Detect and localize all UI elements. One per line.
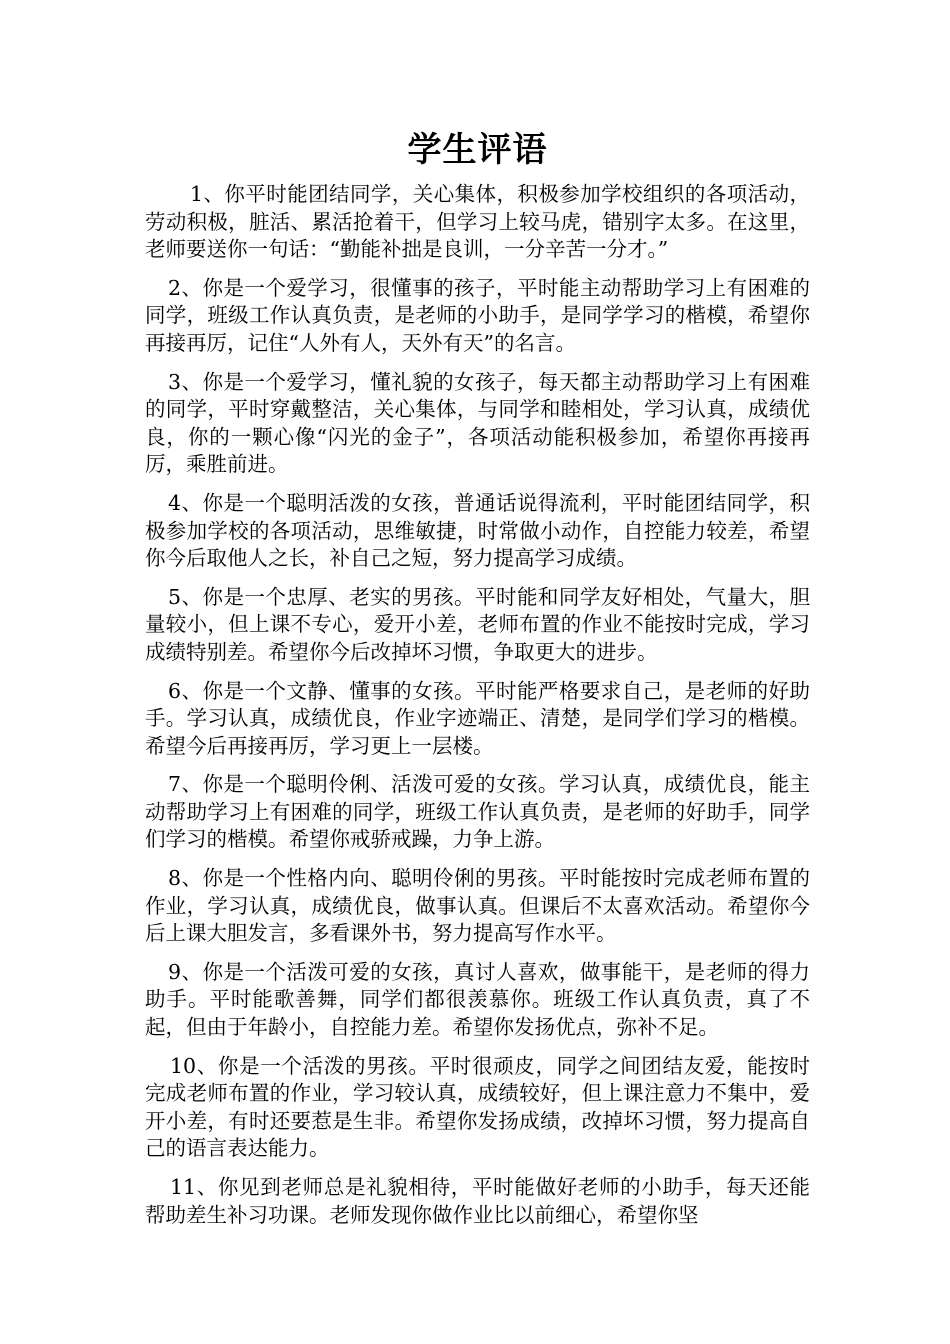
comment-paragraph-1: 1、你平时能团结同学，关心集体，积极参加学校组织的各项活动，劳动积极，脏活、累活抢着干，但学习上较马虎，错别字太多。在这里，老师要送你一句话：“勤能补拙是良训，一分辛苦一分才。” bbox=[145, 182, 810, 262]
page-title: 学生评语 bbox=[407, 130, 548, 170]
comment-paragraph-7: 7、你是一个聪明伶俐、活泼可爱的女孩。学习认真，成绩优良，能主动帮助学习上有困难的同学，班级工作认真负责，是老师的好助手，同学们学习的楷模。希望你戒骄戒躁，力争上游。 bbox=[145, 772, 810, 852]
comment-paragraph-9: 9、你是一个活泼可爱的女孩，真讨人喜欢，做事能干，是老师的得力助手。平时能歌善舞，同学们都很羡慕你。班级工作认真负责，真了不起，但由于年龄小，自控能力差。希望你发扬优点，弥补不足。 bbox=[145, 959, 810, 1040]
comment-paragraph-5: 5、你是一个忠厚、老实的男孩。平时能和同学友好相处，气量大，胆量较小，但上课不专心，爱开小差，老师布置的作业不能按时完成，学习成绩特别差。希望你今后改掉坏习惯，争取更大的进步。 bbox=[145, 584, 810, 664]
comment-paragraph-10: 10、你是一个活泼的男孩。平时很顽皮，同学之间团结友爱，能按时完成老师布置的作业，学习较认真，成绩较好，但上课注意力不集中，爱开小差，有时还要惹是生非。希望你发扬成绩，改掉坏习惯，努力提高自己的语言表达能力。 bbox=[145, 1053, 810, 1161]
comment-paragraph-2: 2、你是一个爱学习，很懂事的孩子，平时能主动帮助学习上有困难的同学，班级工作认真负责，是老师的小助手，是同学学习的楷模，希望你再接再厉，记住“人外有人，天外有天”的名言。 bbox=[145, 275, 810, 355]
comment-paragraph-11: 11、你见到老师总是礼貌相待，平时能做好老师的小助手，每天还能帮助差生补习功课。老师发现你做作业比以前细心，希望你坚 bbox=[145, 1175, 810, 1227]
comment-paragraph-3: 3、你是一个爱学习，懂礼貌的女孩子，每天都主动帮助学习上有困难的同学，平时穿戴整洁，关心集体，与同学和睦相处，学习认真，成绩优良，你的一颗心像“闪光的金子”，各项活动能积极参加，希望你再接再厉，乘胜前进。 bbox=[145, 369, 810, 477]
comment-paragraph-6: 6、你是一个文静、懂事的女孩。平时能严格要求自己，是老师的好助手。学习认真，成绩优良，作业字迹端正、清楚，是同学们学习的楷模。希望今后再接再厉，学习更上一层楼。 bbox=[145, 678, 810, 758]
comment-paragraph-4: 4、你是一个聪明活泼的女孩，普通话说得流利，平时能团结同学，积极参加学校的各项活动，思维敏捷，时常做小动作，自控能力较差，希望你今后取他人之长，补自己之短，努力提高学习成绩。 bbox=[145, 490, 810, 571]
document-body bbox=[145, 181, 810, 1240]
comment-paragraph-8: 8、你是一个性格内向、聪明伶俐的男孩。平时能按时完成老师布置的作业，学习认真，成绩优良，做事认真。但课后不太喜欢活动。希望你今后上课大胆发言，多看课外书，努力提高写作水平。 bbox=[145, 866, 810, 946]
